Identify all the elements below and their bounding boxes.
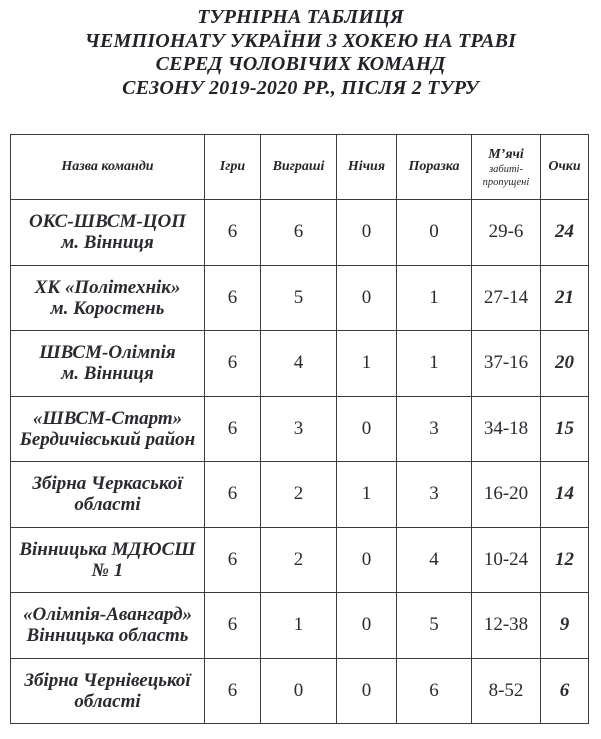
- team-cell: [11, 396, 205, 462]
- wins-cell: 4: [261, 331, 337, 397]
- losses-cell: 1: [397, 331, 472, 397]
- standings-table: [10, 134, 589, 724]
- team-location: № 1: [91, 559, 124, 581]
- games-cell: 6: [205, 658, 261, 724]
- draws-cell: 1: [337, 331, 397, 397]
- wins-cell: 0: [261, 658, 337, 724]
- losses-cell: 3: [397, 396, 472, 462]
- team-location: Бердичівський район: [19, 428, 196, 450]
- team-name: ХК «Політехнік»: [34, 276, 181, 298]
- draws-cell: 1: [337, 462, 397, 528]
- team-location: м. Коростень: [50, 297, 165, 319]
- header-goals-label: М’ячі: [488, 146, 524, 162]
- draws-cell: 0: [337, 593, 397, 659]
- header-wins: Виграші: [261, 135, 337, 200]
- team-cell: [11, 331, 205, 397]
- header-team: Назва команди: [11, 135, 205, 200]
- header-games: Ігри: [205, 135, 261, 200]
- games-cell: 6: [205, 593, 261, 659]
- table-row: [11, 200, 589, 266]
- points-cell: 15: [541, 396, 589, 462]
- losses-cell: 0: [397, 200, 472, 266]
- goals-cell: 37-16: [472, 331, 541, 397]
- losses-cell: 1: [397, 265, 472, 331]
- goals-cell: 10-24: [472, 527, 541, 593]
- team-name: ШВСМ-Олімпія: [39, 342, 176, 364]
- team-location: Вінницька область: [26, 625, 189, 647]
- draws-cell: 0: [337, 658, 397, 724]
- team-location: м. Вінниця: [61, 363, 154, 385]
- table-row: [11, 265, 589, 331]
- points-cell: 24: [541, 200, 589, 266]
- points-cell: 21: [541, 265, 589, 331]
- header-goals: [472, 135, 541, 200]
- losses-cell: 6: [397, 658, 472, 724]
- draws-cell: 0: [337, 200, 397, 266]
- losses-cell: 4: [397, 527, 472, 593]
- team-name: «ШВСМ-Старт»: [32, 407, 183, 429]
- points-cell: 20: [541, 331, 589, 397]
- wins-cell: 2: [261, 527, 337, 593]
- games-cell: 6: [205, 462, 261, 528]
- table-row: [11, 331, 589, 397]
- goals-cell: 34-18: [472, 396, 541, 462]
- header-losses: Поразка: [397, 135, 472, 200]
- draws-cell: 0: [337, 396, 397, 462]
- title-line-3: СЕРЕД ЧОЛОВІЧИХ КОМАНД: [155, 53, 446, 75]
- title-line-4: СЕЗОНУ 2019-2020 РР., ПІСЛЯ 2 ТУРУ: [122, 76, 479, 99]
- header-points: Очки: [541, 135, 589, 200]
- team-location: області: [74, 690, 141, 712]
- team-cell: [11, 527, 205, 593]
- title-line-2: ЧЕМПІОНАТУ УКРАЇНИ З ХОКЕЮ НА ТРАВІ: [84, 29, 517, 52]
- wins-cell: 3: [261, 396, 337, 462]
- games-cell: 6: [205, 331, 261, 397]
- team-cell: [11, 462, 205, 528]
- points-cell: 9: [541, 593, 589, 659]
- table-row: [11, 593, 589, 659]
- wins-cell: 5: [261, 265, 337, 331]
- goals-cell: 8-52: [472, 658, 541, 724]
- games-cell: 6: [205, 527, 261, 593]
- games-cell: 6: [205, 200, 261, 266]
- draws-cell: 0: [337, 527, 397, 593]
- team-name: Вінницька МДЮСШ: [19, 538, 196, 560]
- header-goals-sub-2: пропущені: [482, 176, 530, 188]
- games-cell: 6: [205, 396, 261, 462]
- wins-cell: 2: [261, 462, 337, 528]
- header-draws: Нічия: [337, 135, 397, 200]
- table-row: [11, 396, 589, 462]
- document-title: [0, 6, 601, 100]
- team-cell: [11, 200, 205, 266]
- goals-cell: 12-38: [472, 593, 541, 659]
- points-cell: 12: [541, 527, 589, 593]
- team-cell: [11, 593, 205, 659]
- table-row: [11, 527, 589, 593]
- losses-cell: 3: [397, 462, 472, 528]
- team-cell: [11, 658, 205, 724]
- table-row: [11, 462, 589, 528]
- table-row: [11, 658, 589, 724]
- goals-cell: 29-6: [472, 200, 541, 266]
- team-name: Збірна Черкаської: [32, 473, 183, 495]
- losses-cell: 5: [397, 593, 472, 659]
- points-cell: 14: [541, 462, 589, 528]
- goals-cell: 27-14: [472, 265, 541, 331]
- team-location: області: [74, 494, 141, 516]
- goals-cell: 16-20: [472, 462, 541, 528]
- team-name: «Олімпія-Авангард»: [23, 604, 192, 626]
- team-name: Збірна Чернівецької: [24, 669, 191, 691]
- team-cell: [11, 265, 205, 331]
- wins-cell: 6: [261, 200, 337, 266]
- team-name: ОКС-ШВСМ-ЦОП: [28, 211, 187, 233]
- wins-cell: 1: [261, 593, 337, 659]
- points-cell: 6: [541, 658, 589, 724]
- team-location: м. Вінниця: [61, 232, 154, 254]
- header-goals-sub-1: забиті-: [489, 163, 523, 175]
- title-line-1: ТУРНІРНА ТАБЛИЦЯ: [197, 6, 404, 28]
- draws-cell: 0: [337, 265, 397, 331]
- games-cell: 6: [205, 265, 261, 331]
- header-row: [11, 135, 589, 200]
